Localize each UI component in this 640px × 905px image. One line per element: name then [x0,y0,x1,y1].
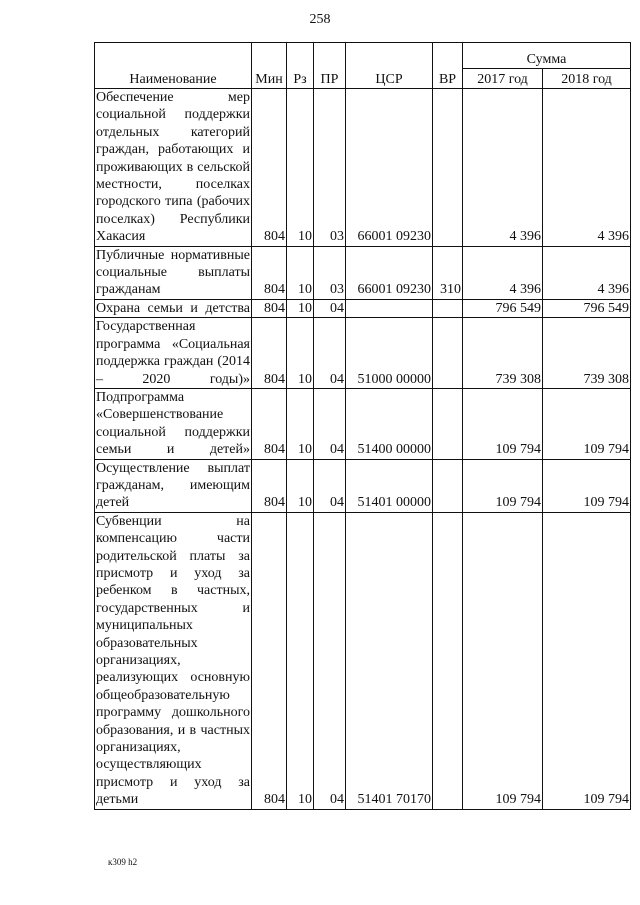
header-sum: Сумма [463,43,631,69]
row-sum-2017: 739 308 [463,318,543,389]
row-min: 804 [252,388,287,459]
row-rz: 10 [287,388,314,459]
row-min: 804 [252,89,287,247]
row-csr: 51401 70170 [346,512,433,809]
table-row [95,459,631,512]
row-vr [433,459,463,512]
row-csr [346,299,433,317]
row-vr: 310 [433,246,463,299]
row-sum-2018: 109 794 [543,512,631,809]
row-sum-2018: 796 549 [543,299,631,317]
header-name: Наименование [95,43,252,89]
table-row [95,512,631,809]
table-row [95,246,631,299]
row-name: Обеспечение мер социальной поддержки отдельных категорий граждан, работающих и проживающих в сельской местности, поселках городского типа (рабочих поселках) Республики Хакасия [96,90,250,245]
row-pr: 04 [314,299,346,317]
row-rz: 10 [287,246,314,299]
table-row [95,388,631,459]
row-sum-2018: 739 308 [543,318,631,389]
row-vr [433,299,463,317]
row-pr: 04 [314,318,346,389]
row-sum-2017: 109 794 [463,512,543,809]
row-pr: 03 [314,246,346,299]
table-row [95,89,631,247]
row-csr: 51400 00000 [346,388,433,459]
row-name: Охрана семьи и детства [96,300,250,316]
row-name: Субвенции на компенсацию части родительской платы за присмотр и уход за ребенком в частных, государственных и муниципальных образовательных организациях, реализующих основную общеобразовательную программу дошкольного образования, и в частных организациях, осуществляющих присмотр и уход за детьми [96,513,250,808]
row-rz: 10 [287,459,314,512]
row-sum-2017: 109 794 [463,388,543,459]
row-pr: 04 [314,512,346,809]
row-vr [433,318,463,389]
row-rz: 10 [287,512,314,809]
row-csr: 66001 09230 [346,89,433,247]
row-sum-2017: 109 794 [463,459,543,512]
header-vr: ВР [433,43,463,89]
row-vr [433,89,463,247]
row-csr: 51401 00000 [346,459,433,512]
budget-table [94,42,631,810]
row-sum-2018: 4 396 [543,89,631,247]
row-sum-2018: 4 396 [543,246,631,299]
row-pr: 04 [314,388,346,459]
table-body [95,89,631,810]
header-rz: Рз [287,43,314,89]
row-rz: 10 [287,299,314,317]
footer-code: к309 h2 [108,857,138,867]
row-sum-2017: 4 396 [463,246,543,299]
row-sum-2018: 109 794 [543,388,631,459]
row-min: 804 [252,299,287,317]
row-min: 804 [252,318,287,389]
header-year-2018: 2018 год [543,69,631,89]
row-name: Публичные нормативные социальные выплаты гражданам [96,247,250,298]
row-pr: 04 [314,459,346,512]
row-name: Подпрограмма «Совершенствование социальной поддержки семьи и детей» [96,389,250,458]
page-number: 258 [309,12,331,27]
row-name: Осуществление выплат гражданам, имеющим детей [96,460,250,511]
row-sum-2017: 4 396 [463,89,543,247]
row-rz: 10 [287,318,314,389]
row-vr [433,512,463,809]
header-csr: ЦСР [346,43,433,89]
row-min: 804 [252,246,287,299]
header-year-2017: 2017 год [463,69,543,89]
row-rz: 10 [287,89,314,247]
row-sum-2017: 796 549 [463,299,543,317]
table-row [95,318,631,389]
row-vr [433,388,463,459]
header-pr: ПР [314,43,346,89]
row-sum-2018: 109 794 [543,459,631,512]
row-min: 804 [252,459,287,512]
row-csr: 66001 09230 [346,246,433,299]
row-pr: 03 [314,89,346,247]
row-csr: 51000 00000 [346,318,433,389]
table-row [95,299,631,317]
row-name: Государственная программа «Социальная поддержка граждан (2014 – 2020 годы)» [96,319,250,387]
header-min: Мин [252,43,287,89]
row-min: 804 [252,512,287,809]
